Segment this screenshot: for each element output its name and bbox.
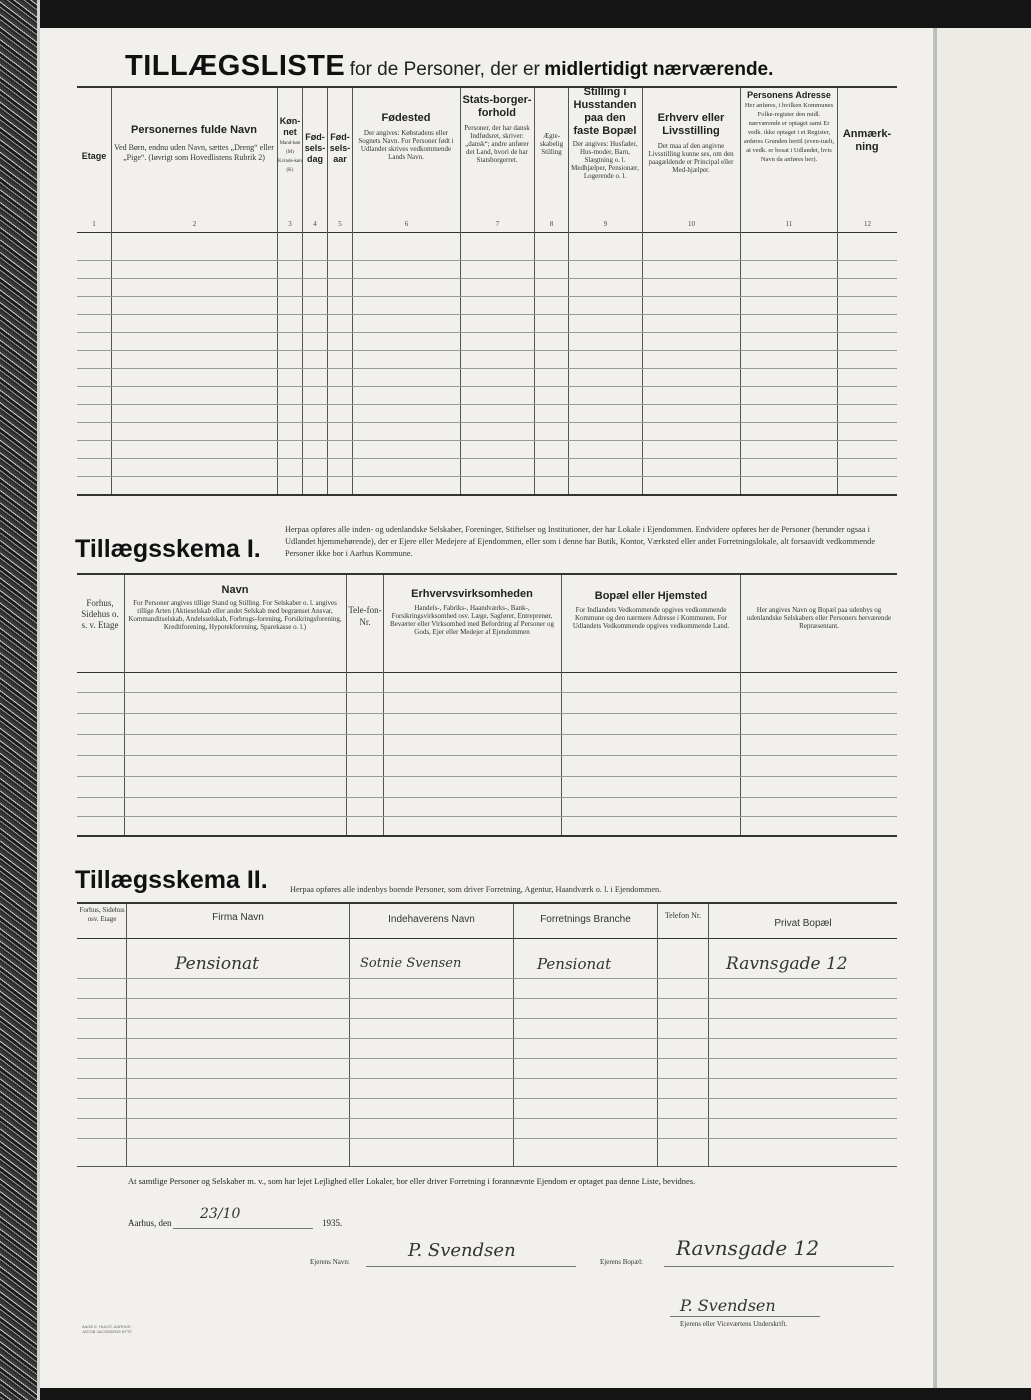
skema2-row-line <box>77 998 897 999</box>
liste-col-4-header: Fød-sels-dag <box>304 132 326 164</box>
skema1-col-line <box>561 575 562 835</box>
footer-year: 1935. <box>322 1218 343 1228</box>
liste-col-line <box>352 88 353 494</box>
liste-header-rule <box>77 232 897 233</box>
skema1-title: Tillægsskema I. <box>75 535 261 563</box>
book-binding-marble <box>0 0 40 1400</box>
skema1-intro: Herpaa opføres alle inden- og udenlandske Selskaber, Foreninger, Stiftelser og Institutioner, der har Lokale i Ejendommen. Endvidere opføres her de Personer (herunder ogsaa i Udlandet hjemmehørende), der er Ejere eller Medejere af Ejendommen, eller som i denne har Butik, Kontor, Værksted eller andet Forretningslokale, alt forsaavidt vedkommende Personer ikke bor i Aarhus Kommune. <box>285 525 876 558</box>
liste-bottom-rule <box>77 494 897 496</box>
skema1-col-line <box>124 575 125 835</box>
skema1-row-line <box>77 713 897 714</box>
liste-col-8-header: Ægte-skabelig Stilling <box>539 132 564 156</box>
skema1-col-telefon-header: Tele-fon-Nr. <box>348 605 382 627</box>
liste-row-line <box>77 314 897 315</box>
liste-col-2-header: Personernes fulde Navn Ved Børn, endnu uden Navn, sættes „Dreng“ eller „Pige“. (Iøvrigt som Hovedlistens Rubrik 2) <box>114 124 274 162</box>
liste-row-line <box>77 404 897 405</box>
skema2-col-telefon-header: Telefon Nr. <box>664 911 702 920</box>
skema1-row-line <box>77 692 897 693</box>
skema2-col-line <box>513 904 514 1166</box>
skema2-col-line <box>126 904 127 1166</box>
skema1-row-line <box>77 797 897 798</box>
liste-col-6-header: Fødested Der angives: Købstadens eller Sognets Navn. For Personer født i Udlandet skrives vedkommende Lands Navn. <box>358 112 454 161</box>
skema1-col-navn-header: Navn For Personer angives tillige Stand og Stilling. For Selskaber o. l. angives tillige Arten (Aktieselskab eller andet Selskab med begrænset Ansvar, Kommanditselskab, Andelsselskab, Forbrugs-forening, Forsikringsforening, Kreditforening, Hypotekforening, Sparekasse o. l.) <box>128 584 342 631</box>
liste-row-line <box>77 332 897 333</box>
skema1-header-rule <box>77 672 897 673</box>
liste-col-number: 9 <box>603 220 608 228</box>
skema1-row-line <box>77 755 897 756</box>
skema2-col-privat-header: Privat Bopæl <box>774 918 832 929</box>
footer-place-label: Aarhus, den <box>128 1218 172 1228</box>
adjacent-page <box>935 28 1031 1388</box>
liste-col-line <box>837 88 838 494</box>
liste-col-number: 4 <box>313 220 317 228</box>
skema2-row-line <box>77 1038 897 1039</box>
skema1-col-last-header: Her angives Navn og Bopæl paa udenbys og udenlandske Selskabers eller Personers herværende Repræsentant. <box>746 606 892 630</box>
skema1-col-bopael-header: Bopæl eller Hjemsted For Indlandets Vedkommende opgives vedkommende Kommune og den nærmere Adresse i Kommunen. For Udlandets Vedkommende opgives vedkommende Land. <box>572 590 730 630</box>
liste-col-line <box>568 88 569 494</box>
skema2-row-line <box>77 1078 897 1079</box>
skema2-row-line <box>77 1018 897 1019</box>
skema2-bottom-rule <box>77 1166 897 1167</box>
skema1-bottom-rule <box>77 835 897 837</box>
liste-row-line <box>77 350 897 351</box>
liste-col-3-header: Køn-net Mand-køn (M) Kvinde-køn (K) <box>278 116 302 173</box>
skema1-top-rule <box>77 573 897 575</box>
skema1-row-line <box>77 816 897 817</box>
liste-title-big: TILLÆGSLISTE <box>125 50 346 82</box>
skema2-col-branche-header: Forretnings Branche <box>540 914 631 925</box>
liste-col-10-header: Erhverv eller Livsstilling Det maa af den angivne Livsstilling kunne ses, om den paagældende er Principal eller Med-hjælper. <box>648 112 734 174</box>
skema2-row-line <box>77 1138 897 1139</box>
liste-col-number: 5 <box>338 220 342 228</box>
liste-row-line <box>77 278 897 279</box>
liste-col-line <box>460 88 461 494</box>
liste-row-line <box>77 296 897 297</box>
footer-date: 23/10 <box>200 1206 241 1222</box>
skema1-col-line <box>383 575 384 835</box>
entry-indehaver: Sotnie Svensen <box>360 956 462 971</box>
entry-privat: Ravnsgade 12 <box>726 954 848 974</box>
liste-row-line <box>77 386 897 387</box>
entry-firma: Pensionat <box>175 954 259 974</box>
liste-col-number: 10 <box>688 220 695 228</box>
skema1-row-line <box>77 776 897 777</box>
liste-col-number: 11 <box>785 220 793 228</box>
liste-row-line <box>77 260 897 261</box>
liste-title <box>125 50 773 83</box>
footer-owner-name-line <box>366 1266 576 1267</box>
skema2-title: Tillægsskema II. <box>75 866 268 894</box>
footer-signature: P. Svendsen <box>680 1296 776 1315</box>
liste-col-7-header: Stats-borger-forhold Personer, der har dansk Indfødsret, skriver: „dansk“; andre anfører det Land, hvori de har Statsborgerret. <box>462 94 532 164</box>
skema2-row-line <box>77 1118 897 1119</box>
footer-owner-address: Ravnsgade 12 <box>676 1236 820 1260</box>
skema1-col-erhverv-header: Erhvervsvirksomheden Handels-, Fabriks-, Haandværks-, Bank-, Forsikringsvirksomhed osv. Læge, Sagfører, Entreprenør, Beværter eller Virksomhed med Befordring af Personer og Gods, Ejer eller Medejer af Ejendommen <box>389 588 555 636</box>
skema2-top-rule <box>77 902 897 904</box>
skema2-col-indehaver-header: Indehaverens Navn <box>388 914 475 925</box>
printer-imprint: AAGE E. HULST, AARHUS · JACOB JACOBSENS EFTF. <box>82 1324 133 1334</box>
liste-col-number: 12 <box>864 220 871 228</box>
liste-col-number: 6 <box>404 220 409 228</box>
footer-statement: At samtlige Personer og Selskaber m. v., som har lejet Lejlighed eller Lokaler, bor eller driver Forretning i forannævnte Ejendom er optaget paa denne Liste, bevidnes. <box>128 1176 696 1186</box>
skema2-col-line <box>657 904 658 1166</box>
skema2-row-line <box>77 1098 897 1099</box>
liste-row-line <box>77 476 897 477</box>
liste-col-12-header: Anmærk-ning <box>842 128 892 153</box>
skema2-row-line <box>77 978 897 979</box>
footer-owner-address-label: Ejerens Bopæl: <box>600 1258 643 1266</box>
liste-col-1-header: Etage <box>81 151 107 161</box>
skema2-col-line <box>708 904 709 1166</box>
footer-signature-label: Ejerens eller Viceværtens Underskrift. <box>680 1320 788 1328</box>
skema2-col-firma-header: Firma Navn <box>212 912 264 923</box>
liste-col-5-header: Fød-sels-aar <box>329 132 351 164</box>
liste-col-number: 3 <box>288 220 292 228</box>
skema1-col-forhus-header: Forhus, Sidehus o. s. v. Etage <box>81 598 119 630</box>
skema2-row-line <box>77 1058 897 1059</box>
liste-title-bold: midlertidigt nærværende. <box>544 59 774 80</box>
liste-row-line <box>77 422 897 423</box>
liste-row-line <box>77 440 897 441</box>
liste-row-line <box>77 458 897 459</box>
entry-branche: Pensionat <box>537 955 612 973</box>
footer-owner-address-line <box>664 1266 894 1267</box>
liste-col-11-header: Personens Adresse Her anføres, i hvilken Kommunes Folke-register den midl. nærværende er optaget samt Er vedk. ikke optaget i et Register, anføres Grunden hertil (even-tuelt, at vedk. er bosat i Udlandet, hvis Navn da anføres her). <box>743 90 835 163</box>
form-page <box>40 28 933 1388</box>
liste-col-number: 2 <box>192 220 197 228</box>
skema2-header-rule <box>77 938 897 939</box>
liste-col-line <box>111 88 112 494</box>
liste-row-line <box>77 368 897 369</box>
liste-top-rule <box>77 86 897 88</box>
liste-col-number: 1 <box>92 220 96 228</box>
liste-title-rest: for de Personer, der er <box>349 59 540 80</box>
liste-col-number: 8 <box>549 220 554 228</box>
skema1-row-line <box>77 734 897 735</box>
footer-owner-name-label: Ejerens Navn: <box>310 1258 350 1266</box>
skema2-intro: Herpaa opføres alle indenbys boende Personer, som driver Forretning, Agentur, Haandværk o. l. i Ejendommen. <box>290 885 662 894</box>
liste-col-9-header: Stilling i Husstanden paa den faste Bopæl Der angives: Husfader, Hus-moder, Barn, Slægtning o. l. Medhjælper, Pensionær, Logerende o. l. <box>571 86 639 180</box>
liste-col-line <box>642 88 643 494</box>
footer-signature-line <box>670 1316 820 1317</box>
liste-col-number: 7 <box>495 220 500 228</box>
skema2-col-line <box>349 904 350 1166</box>
skema1-col-line <box>740 575 741 835</box>
skema2-col-forhus-header: Forhus, Sidehus osv. Etage <box>79 906 125 923</box>
footer-date-line <box>173 1228 313 1229</box>
footer-owner-name: P. Svendsen <box>408 1240 516 1261</box>
